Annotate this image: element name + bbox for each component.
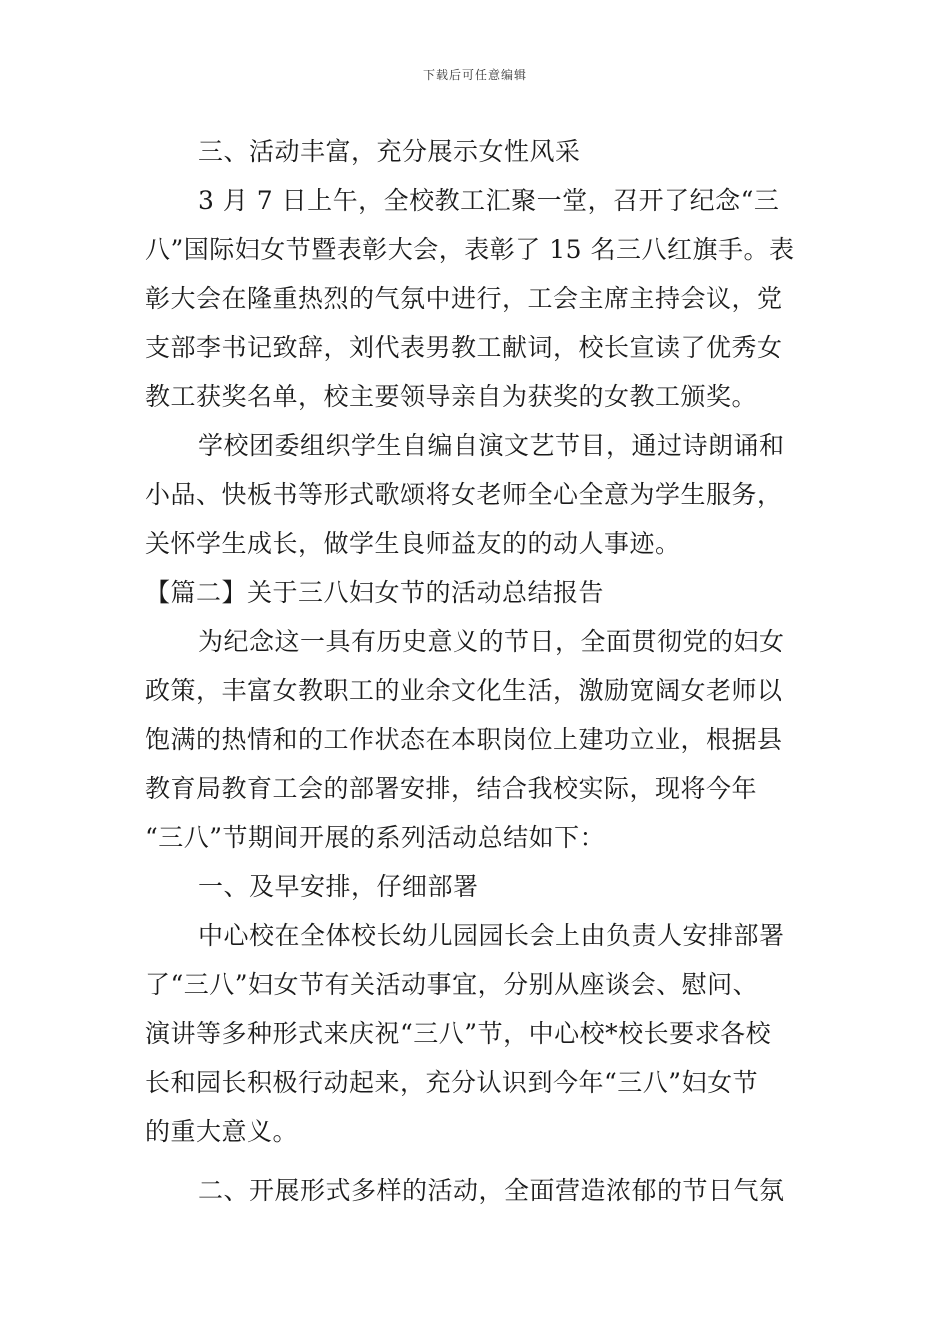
paragraph-line: 小品、快板书等形式歌颂将女老师全心全意为学生服务， bbox=[145, 480, 783, 509]
paragraph-line: 教工获奖名单，校主要领导亲自为获奖的女教工颁奖。 bbox=[145, 382, 758, 411]
paragraph-line: 彰大会在隆重热烈的气氛中进行，工会主席主持会议，党 bbox=[145, 284, 783, 313]
paragraph-line: 演讲等多种形式来庆祝“三八”节，中心校*校长要求各校 bbox=[145, 1019, 772, 1048]
paragraph-line: 了“三八”妇女节有关活动事宜，分别从座谈会、慰问、 bbox=[145, 970, 759, 999]
paragraph-line: 中心校在全体校长幼儿园园长会上由负责人安排部署 bbox=[198, 921, 785, 950]
paragraph-line: 饱满的热情和的工作状态在本职岗位上建功立业，根据县 bbox=[145, 725, 783, 754]
paragraph-gap bbox=[145, 1156, 815, 1166]
paragraph-line: 政策，丰富女教职工的业余文化生活，激励宽阔女老师以 bbox=[145, 676, 783, 705]
paragraph-line: 长和园长积极行动起来，充分认识到今年“三八”妇女节 bbox=[145, 1068, 759, 1097]
paragraph-line: “三八”节期间开展的系列活动总结如下： bbox=[145, 823, 606, 852]
paragraph-line: 为纪念这一具有历史意义的节日，全面贯彻党的妇女 bbox=[198, 627, 785, 656]
paragraph-line: 的重大意义。 bbox=[145, 1117, 299, 1146]
paragraph-line: 教育局教育工会的部署安排，结合我校实际，现将今年 bbox=[145, 774, 758, 803]
paragraph-line: 八”国际妇女节暨表彰大会，表彰了 15 名三八红旗手。表 bbox=[145, 235, 795, 264]
section-heading-2: 二、开展形式多样的活动，全面营造浓郁的节日气氛 bbox=[198, 1176, 785, 1205]
paragraph-line: 支部李书记致辞，刘代表男教工献词，校长宣读了优秀女 bbox=[145, 333, 783, 362]
paragraph-line: 3 月 7 日上午，全校教工汇聚一堂，召开了纪念“三 bbox=[198, 186, 780, 215]
document-body bbox=[145, 127, 815, 1215]
header-note: 下载后可任意编辑 bbox=[422, 68, 527, 82]
paragraph-line: 学校团委组织学生自编自演文艺节目，通过诗朗诵和 bbox=[198, 431, 785, 460]
section-heading-3: 三、活动丰富，充分展示女性风采 bbox=[198, 137, 581, 166]
paragraph-line: 关怀学生成长，做学生良师益友的的动人事迹。 bbox=[145, 529, 681, 558]
section-heading-1: 一、及早安排，仔细部署 bbox=[198, 872, 479, 901]
article-title: 【篇二】关于三八妇女节的活动总结报告 bbox=[145, 578, 605, 607]
